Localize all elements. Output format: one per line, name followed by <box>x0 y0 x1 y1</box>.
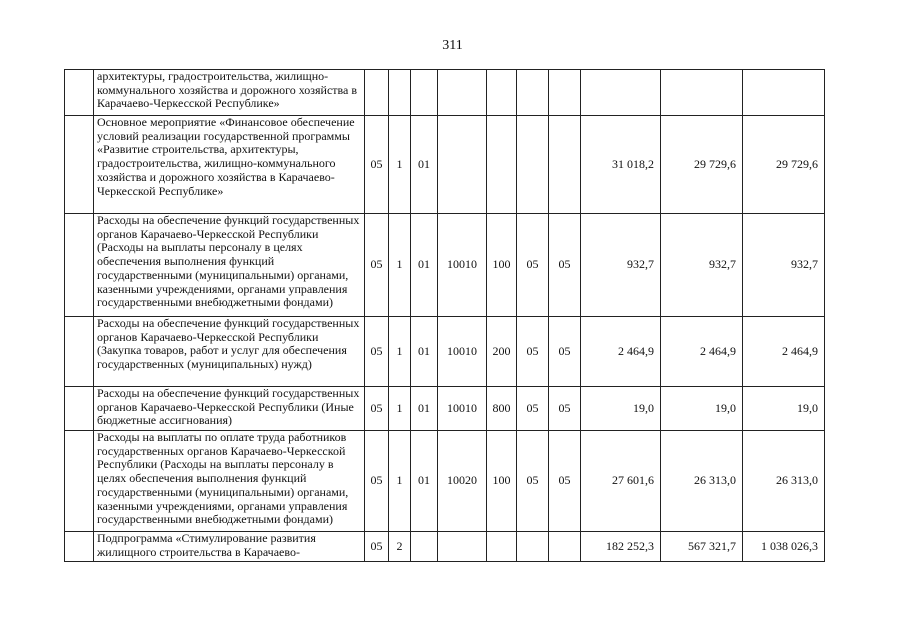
code-cell <box>549 116 581 214</box>
code-cell: 05 <box>365 214 389 317</box>
code-cell: 10010 <box>438 387 487 431</box>
code-cell <box>411 70 438 116</box>
code-cell: 05 <box>365 387 389 431</box>
code-cell: 1 <box>389 317 411 387</box>
amount-cell: 29 729,6 <box>661 116 743 214</box>
description-cell: Расходы на обеспечение функций государственных органов Карачаево-Черкесской Республики (Расходы на выплаты персоналу в целях обеспечения выполнения функций государственными (муниципальными) органами, казенными учреждениями, органами управления государственными внебюджетными фондами) <box>94 214 365 317</box>
code-cell: 01 <box>411 317 438 387</box>
code-cell: 2 <box>389 532 411 562</box>
code-cell <box>517 532 549 562</box>
description-cell: Расходы на выплаты по оплате труда работников государственных органов Карачаево-Черкесской Республики (Расходы на выплаты персоналу в целях обеспечения выполнения функций государственными (муниципальными) органами, казенными учреждениями, органами управления государственными внебюджетными фондами) <box>94 431 365 532</box>
amount-cell: 27 601,6 <box>581 431 661 532</box>
code-cell: 05 <box>365 532 389 562</box>
code-cell: 05 <box>517 431 549 532</box>
code-cell <box>549 70 581 116</box>
amount-cell: 2 464,9 <box>581 317 661 387</box>
code-cell <box>487 70 517 116</box>
code-cell: 100 <box>487 431 517 532</box>
amount-cell: 932,7 <box>661 214 743 317</box>
code-cell: 05 <box>549 214 581 317</box>
page-number: 311 <box>442 38 463 53</box>
code-cell: 05 <box>549 431 581 532</box>
code-cell: 05 <box>517 387 549 431</box>
code-cell: 01 <box>411 214 438 317</box>
amount-cell: 31 018,2 <box>581 116 661 214</box>
code-cell: 10010 <box>438 214 487 317</box>
code-cell <box>517 116 549 214</box>
code-cell: 10020 <box>438 431 487 532</box>
code-cell: 05 <box>365 431 389 532</box>
table-row <box>65 317 825 387</box>
row-number-cell <box>65 317 94 387</box>
amount-cell: 567 321,7 <box>661 532 743 562</box>
amount-cell <box>743 70 825 116</box>
amount-cell: 932,7 <box>581 214 661 317</box>
code-cell <box>487 532 517 562</box>
code-cell: 10010 <box>438 317 487 387</box>
code-cell <box>411 532 438 562</box>
code-cell: 200 <box>487 317 517 387</box>
description-cell: Подпрограмма «Стимулирование развития жилищного строительства в Карачаево- <box>94 532 365 562</box>
table-row <box>65 116 825 214</box>
amount-cell: 26 313,0 <box>661 431 743 532</box>
budget-table <box>64 69 825 562</box>
code-cell: 05 <box>517 317 549 387</box>
amount-cell: 2 464,9 <box>743 317 825 387</box>
amount-cell: 19,0 <box>661 387 743 431</box>
amount-cell: 1 038 026,3 <box>743 532 825 562</box>
row-number-cell <box>65 70 94 116</box>
code-cell: 1 <box>389 431 411 532</box>
code-cell <box>389 70 411 116</box>
code-cell: 05 <box>365 116 389 214</box>
code-cell: 1 <box>389 387 411 431</box>
amount-cell: 19,0 <box>743 387 825 431</box>
amount-cell <box>661 70 743 116</box>
code-cell <box>438 70 487 116</box>
row-number-cell <box>65 116 94 214</box>
code-cell: 05 <box>365 317 389 387</box>
table-row <box>65 387 825 431</box>
code-cell <box>549 532 581 562</box>
code-cell <box>487 116 517 214</box>
row-number-cell <box>65 431 94 532</box>
code-cell <box>517 70 549 116</box>
code-cell: 1 <box>389 214 411 317</box>
description-cell: Основное мероприятие «Финансовое обеспечение условий реализации государственной программы «Развитие строительства, архитектуры, градостроительства, жилищно-коммунального хозяйства и дорожного хозяйства в Карачаево-Черкесской Республике» <box>94 116 365 214</box>
row-number-cell <box>65 532 94 562</box>
description-cell: архитектуры, градостроительства, жилищно-коммунального хозяйства и дорожного хозяйства в Карачаево-Черкесской Республике» <box>94 70 365 116</box>
amount-cell: 29 729,6 <box>743 116 825 214</box>
table-row <box>65 431 825 532</box>
amount-cell: 19,0 <box>581 387 661 431</box>
amount-cell: 182 252,3 <box>581 532 661 562</box>
code-cell: 100 <box>487 214 517 317</box>
table-row <box>65 214 825 317</box>
row-number-cell <box>65 387 94 431</box>
table-row <box>65 70 825 116</box>
description-cell: Расходы на обеспечение функций государственных органов Карачаево-Черкесской Республики (Закупка товаров, работ и услуг для обеспечения государственных (муниципальных) нужд) <box>94 317 365 387</box>
amount-cell: 2 464,9 <box>661 317 743 387</box>
amount-cell: 26 313,0 <box>743 431 825 532</box>
description-cell: Расходы на обеспечение функций государственных органов Карачаево-Черкесской Республики (Иные бюджетные ассигнования) <box>94 387 365 431</box>
amount-cell: 932,7 <box>743 214 825 317</box>
code-cell: 05 <box>549 387 581 431</box>
code-cell: 800 <box>487 387 517 431</box>
code-cell: 01 <box>411 387 438 431</box>
code-cell <box>438 532 487 562</box>
code-cell: 01 <box>411 116 438 214</box>
table-row <box>65 532 825 562</box>
code-cell <box>365 70 389 116</box>
amount-cell <box>581 70 661 116</box>
code-cell: 1 <box>389 116 411 214</box>
code-cell: 05 <box>517 214 549 317</box>
code-cell: 05 <box>549 317 581 387</box>
code-cell <box>438 116 487 214</box>
row-number-cell <box>65 214 94 317</box>
code-cell: 01 <box>411 431 438 532</box>
